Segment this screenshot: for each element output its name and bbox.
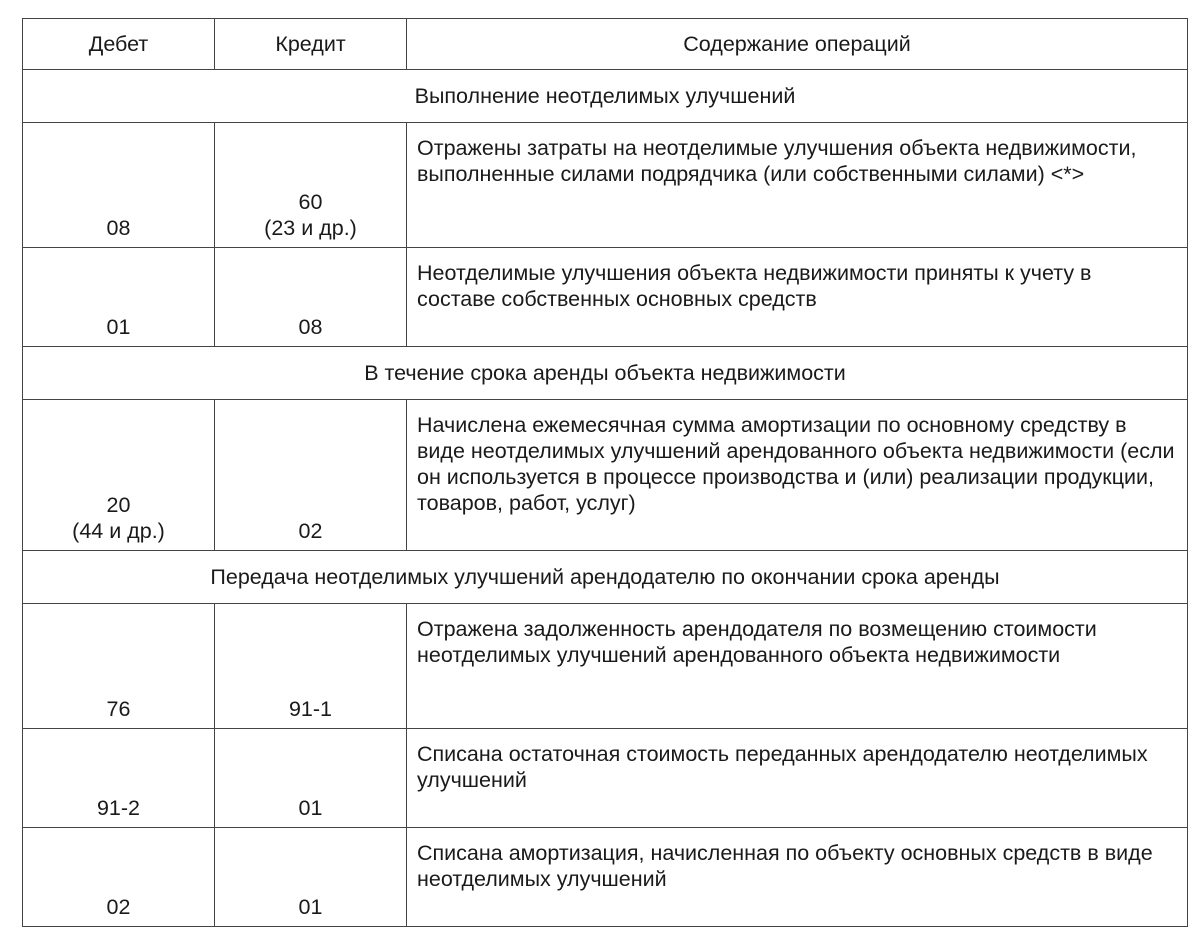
credit-cell [215,400,407,551]
column-header-credit: Кредит [215,19,407,70]
debit-cell [23,828,215,927]
section-row [23,347,1188,400]
description-cell: Отражены затраты на неотделимые улучшения объекта недвижимости, выполненные силами подрядчика (или собственными силами) <*> [407,123,1188,248]
debit-value: 20 [106,493,131,517]
description-cell: Списана амортизация, начисленная по объекту основных средств в виде неотделимых улучшений [407,828,1188,927]
table-row [23,729,1188,828]
debit-value-note: (44 и др.) [72,519,165,543]
credit-value: 01 [298,796,323,820]
credit-value: 02 [298,519,323,543]
section-row [23,551,1188,604]
debit-cell [23,123,215,248]
debit-value: 91-2 [96,796,141,820]
column-header-description: Содержание операций [407,19,1188,70]
credit-cell [215,123,407,248]
credit-cell [215,729,407,828]
debit-value: 08 [106,216,131,240]
debit-cell [23,604,215,729]
table-row [23,248,1188,347]
section-title: Выполнение неотделимых улучшений [23,70,1188,123]
description-cell: Неотделимые улучшения объекта недвижимости приняты к учету в составе собственных основных средств [407,248,1188,347]
column-header-debit: Дебет [23,19,215,70]
debit-value: 01 [106,315,131,339]
table-row [23,828,1188,927]
table-row [23,604,1188,729]
credit-value: 01 [298,895,323,919]
debit-cell [23,400,215,551]
debit-cell [23,729,215,828]
credit-value: 60 [298,190,323,214]
accounting-entries-table [22,18,1188,927]
section-title: В течение срока аренды объекта недвижимости [23,347,1188,400]
section-row [23,70,1188,123]
table-row [23,123,1188,248]
description-cell: Списана остаточная стоимость переданных арендодателю неотделимых улучшений [407,729,1188,828]
credit-value: 91-1 [288,697,333,721]
table-header-row [23,19,1188,70]
debit-value: 76 [106,697,131,721]
description-cell: Начислена ежемесячная сумма амортизации по основному средству в виде неотделимых улучшений арендованного объекта недвижимости (если он используется в процессе производства и (или) реализации продукции, товаров, работ, услуг) [407,400,1188,551]
debit-value: 02 [106,895,131,919]
credit-cell [215,604,407,729]
description-cell: Отражена задолженность арендодателя по возмещению стоимости неотделимых улучшений арендованного объекта недвижимости [407,604,1188,729]
table-row [23,400,1188,551]
section-title: Передача неотделимых улучшений арендодателю по окончании срока аренды [23,551,1188,604]
credit-value-note: (23 и др.) [264,216,357,240]
credit-cell [215,828,407,927]
credit-value: 08 [298,315,323,339]
debit-cell [23,248,215,347]
credit-cell [215,248,407,347]
